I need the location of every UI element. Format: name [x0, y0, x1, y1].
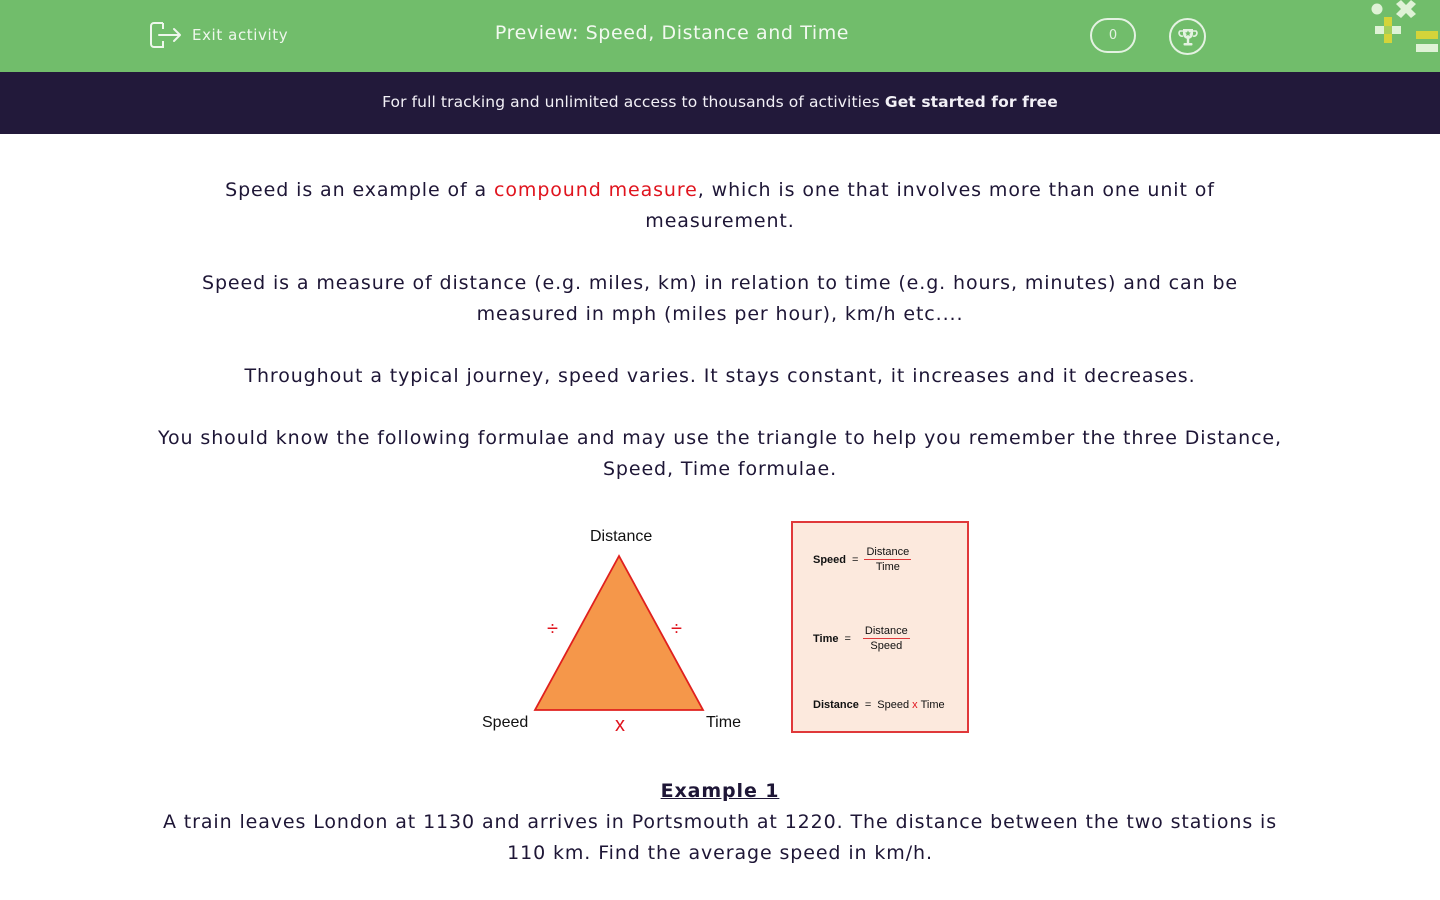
triangle-label-speed: Speed — [482, 714, 529, 731]
logo-icon — [1368, 0, 1440, 56]
top-bar — [0, 0, 1440, 72]
factor-speed: Speed — [877, 699, 910, 711]
sdt-triangle — [470, 515, 770, 745]
triangle-shape — [470, 515, 770, 745]
trophy-icon — [1177, 26, 1199, 48]
triangle-label-time: Time — [706, 714, 741, 731]
formula-lhs: Time — [813, 632, 839, 645]
fraction — [863, 624, 910, 653]
page-title: Preview: Speed, Distance and Time — [494, 22, 850, 44]
divide-symbol-right: ÷ — [671, 618, 682, 640]
lesson-content — [150, 175, 1290, 516]
equals-sign: = — [844, 632, 851, 645]
paragraph-speed-varies: Throughout a typical journey, speed varies. It stays constant, it increases and it decreases. — [244, 365, 1196, 387]
denominator: Speed — [870, 640, 903, 652]
formula-lhs: Speed — [813, 553, 847, 566]
fraction — [864, 545, 911, 574]
multiply-symbol: x — [615, 714, 625, 736]
formula-lhs: Distance — [813, 699, 859, 711]
equals-sign: = — [852, 553, 859, 566]
speed-distance-time-figure — [470, 515, 980, 745]
formula-distance — [813, 699, 945, 711]
banner-text: For full tracking and unlimited access to thousands of activities — [382, 93, 880, 111]
paragraph-speed-definition: Speed is a measure of distance (e.g. miles, km) in relation to time (e.g. hours, minutes) and can be measured in mph (miles per hour), km/h etc.... — [201, 272, 1238, 325]
trophy-button[interactable] — [1169, 18, 1206, 55]
triangle-label-distance: Distance — [590, 528, 653, 545]
example-title: Example 1 — [660, 780, 780, 802]
example-text: A train leaves London at 1130 and arrives in Portsmouth at 1220. The distance between the two stations is 110 km. Find the average speed in km/h. — [162, 811, 1278, 864]
numerator: Distance — [864, 625, 908, 637]
exit-activity-label: Exit activity — [192, 26, 289, 44]
compound-measure-highlight: compound measure — [494, 179, 698, 201]
score-badge[interactable]: 0 — [1090, 18, 1136, 53]
signup-banner — [0, 72, 1440, 134]
p1-text-end: , which is one that involves more than one unit of measurement. — [645, 179, 1215, 232]
numerator: Distance — [866, 546, 910, 558]
example-section — [150, 776, 1290, 869]
paragraph-formulae-intro: You should know the following formulae and may use the triangle to help you remember the three Distance, Speed, Time formulae. — [158, 427, 1282, 480]
denominator: Time — [875, 561, 900, 573]
factor-time: Time — [920, 699, 945, 711]
formula-speed — [813, 545, 911, 574]
p1-text-start: Speed is an example of a — [225, 179, 495, 201]
formula-box — [791, 521, 969, 733]
get-started-link[interactable]: Get started for free — [884, 93, 1058, 111]
divide-symbol-left: ÷ — [547, 618, 558, 640]
multiply-symbol: x — [912, 699, 918, 711]
paragraph-compound-measure — [150, 175, 1290, 237]
equals-sign: = — [864, 699, 872, 711]
formula-time — [813, 624, 910, 653]
